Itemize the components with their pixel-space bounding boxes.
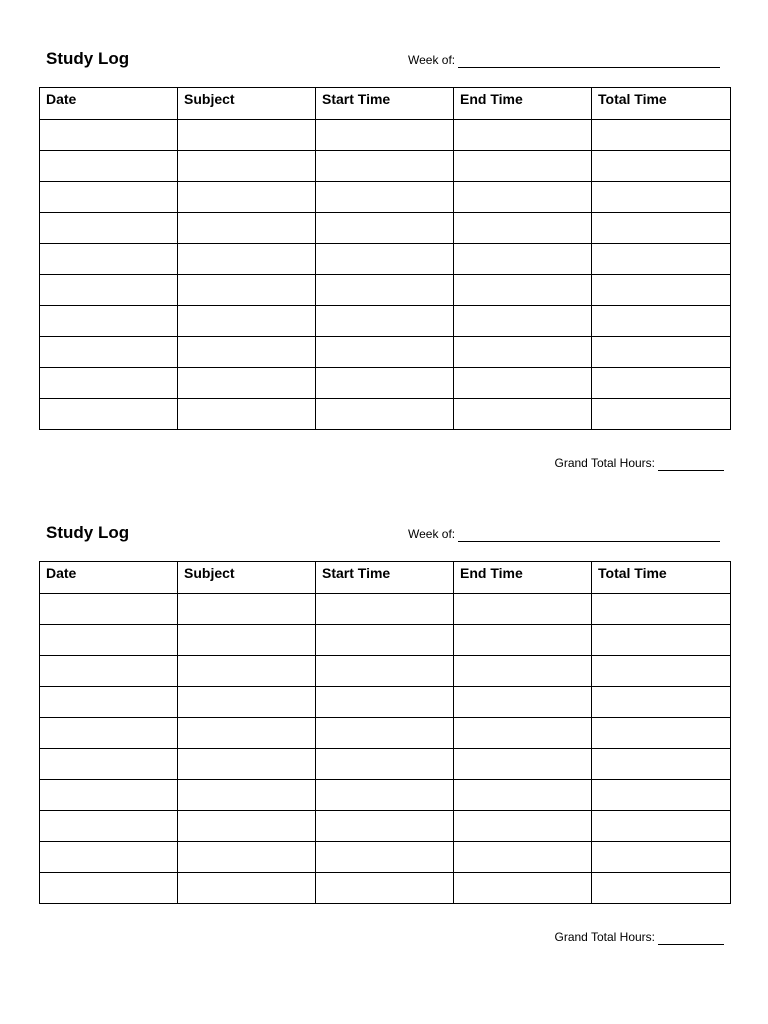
table-body (40, 594, 731, 904)
column-header-start-time: Start Time (316, 88, 454, 120)
table-row (40, 594, 731, 625)
cell-total-time[interactable] (592, 399, 731, 430)
column-header-date: Date (40, 88, 178, 120)
cell-end-time[interactable] (454, 842, 592, 873)
cell-total-time[interactable] (592, 842, 731, 873)
column-header-total-time: Total Time (592, 88, 731, 120)
cell-end-time[interactable] (454, 625, 592, 656)
cell-date[interactable] (40, 873, 178, 904)
table-row (40, 873, 731, 904)
cell-end-time[interactable] (454, 182, 592, 213)
table-row (40, 182, 731, 213)
cell-total-time[interactable] (592, 749, 731, 780)
cell-total-time[interactable] (592, 594, 731, 625)
column-header-subject: Subject (178, 562, 316, 594)
cell-total-time[interactable] (592, 151, 731, 182)
cell-start-time[interactable] (316, 399, 454, 430)
table-row (40, 625, 731, 656)
table-row (40, 749, 731, 780)
cell-start-time[interactable] (316, 873, 454, 904)
cell-end-time[interactable] (454, 368, 592, 399)
cell-subject[interactable] (178, 780, 316, 811)
cell-date[interactable] (40, 213, 178, 244)
grand-total-blank-line[interactable] (658, 458, 724, 471)
cell-subject[interactable] (178, 244, 316, 275)
cell-total-time[interactable] (592, 182, 731, 213)
cell-end-time[interactable] (454, 120, 592, 151)
column-header-start-time: Start Time (316, 562, 454, 594)
cell-subject[interactable] (178, 594, 316, 625)
cell-end-time[interactable] (454, 873, 592, 904)
week-of-label: Week of: (408, 53, 456, 67)
cell-subject[interactable] (178, 368, 316, 399)
cell-end-time[interactable] (454, 337, 592, 368)
cell-start-time[interactable] (316, 842, 454, 873)
table-header-row (40, 562, 731, 594)
column-header-end-time: End Time (454, 88, 592, 120)
cell-start-time[interactable] (316, 151, 454, 182)
cell-subject[interactable] (178, 873, 316, 904)
column-header-subject: Subject (178, 88, 316, 120)
cell-date[interactable] (40, 244, 178, 275)
cell-start-time[interactable] (316, 182, 454, 213)
table-header-row (40, 88, 731, 120)
cell-subject[interactable] (178, 811, 316, 842)
grand-total-blank-line[interactable] (658, 932, 724, 945)
cell-subject[interactable] (178, 718, 316, 749)
cell-total-time[interactable] (592, 687, 731, 718)
cell-subject[interactable] (178, 337, 316, 368)
cell-total-time[interactable] (592, 275, 731, 306)
cell-end-time[interactable] (454, 656, 592, 687)
cell-end-time[interactable] (454, 275, 592, 306)
cell-date[interactable] (40, 811, 178, 842)
cell-total-time[interactable] (592, 625, 731, 656)
cell-subject[interactable] (178, 120, 316, 151)
cell-date[interactable] (40, 656, 178, 687)
cell-date[interactable] (40, 182, 178, 213)
study-log-table (39, 561, 731, 904)
cell-subject[interactable] (178, 687, 316, 718)
table-row (40, 811, 731, 842)
cell-total-time[interactable] (592, 780, 731, 811)
cell-subject[interactable] (178, 842, 316, 873)
cell-date[interactable] (40, 594, 178, 625)
cell-date[interactable] (40, 842, 178, 873)
cell-total-time[interactable] (592, 873, 731, 904)
table-row (40, 780, 731, 811)
column-header-date: Date (40, 562, 178, 594)
cell-start-time[interactable] (316, 306, 454, 337)
cell-start-time[interactable] (316, 780, 454, 811)
table-row (40, 337, 731, 368)
cell-end-time[interactable] (454, 244, 592, 275)
cell-date[interactable] (40, 749, 178, 780)
table-row (40, 306, 731, 337)
grand-total-label: Grand Total Hours: (554, 456, 655, 470)
cell-start-time[interactable] (316, 275, 454, 306)
cell-subject[interactable] (178, 749, 316, 780)
cell-start-time[interactable] (316, 625, 454, 656)
table-row (40, 656, 731, 687)
table-body (40, 120, 731, 430)
cell-date[interactable] (40, 337, 178, 368)
table-row (40, 275, 731, 306)
cell-start-time[interactable] (316, 244, 454, 275)
cell-total-time[interactable] (592, 656, 731, 687)
cell-total-time[interactable] (592, 368, 731, 399)
cell-start-time[interactable] (316, 594, 454, 625)
cell-date[interactable] (40, 399, 178, 430)
cell-start-time[interactable] (316, 368, 454, 399)
cell-end-time[interactable] (454, 594, 592, 625)
cell-date[interactable] (40, 718, 178, 749)
cell-start-time[interactable] (316, 811, 454, 842)
grand-total-field (555, 455, 725, 471)
cell-end-time[interactable] (454, 399, 592, 430)
cell-start-time[interactable] (316, 337, 454, 368)
cell-start-time[interactable] (316, 718, 454, 749)
cell-date[interactable] (40, 275, 178, 306)
table-row (40, 368, 731, 399)
cell-subject[interactable] (178, 625, 316, 656)
cell-subject[interactable] (178, 306, 316, 337)
table-row (40, 151, 731, 182)
cell-start-time[interactable] (316, 687, 454, 718)
column-header-total-time: Total Time (592, 562, 731, 594)
column-header-end-time: End Time (454, 562, 592, 594)
cell-start-time[interactable] (316, 656, 454, 687)
cell-total-time[interactable] (592, 213, 731, 244)
week-of-field (408, 52, 720, 68)
week-of-field (408, 526, 720, 542)
cell-end-time[interactable] (454, 811, 592, 842)
cell-date[interactable] (40, 687, 178, 718)
grand-total-label: Grand Total Hours: (554, 930, 655, 944)
table-row (40, 718, 731, 749)
cell-start-time[interactable] (316, 213, 454, 244)
cell-subject[interactable] (178, 151, 316, 182)
cell-end-time[interactable] (454, 151, 592, 182)
week-of-blank-line[interactable] (458, 529, 720, 542)
cell-start-time[interactable] (316, 120, 454, 151)
cell-start-time[interactable] (316, 749, 454, 780)
log-title: Study Log (46, 49, 130, 68)
cell-date[interactable] (40, 368, 178, 399)
cell-end-time[interactable] (454, 749, 592, 780)
log-title: Study Log (46, 523, 130, 542)
cell-total-time[interactable] (592, 718, 731, 749)
cell-date[interactable] (40, 120, 178, 151)
table-row (40, 213, 731, 244)
cell-end-time[interactable] (454, 306, 592, 337)
cell-date[interactable] (40, 625, 178, 656)
table-row (40, 244, 731, 275)
cell-date[interactable] (40, 780, 178, 811)
cell-subject[interactable] (178, 399, 316, 430)
table-row (40, 399, 731, 430)
grand-total-field (555, 929, 725, 945)
table-row (40, 687, 731, 718)
week-of-label: Week of: (408, 527, 456, 541)
cell-subject[interactable] (178, 275, 316, 306)
cell-end-time[interactable] (454, 687, 592, 718)
cell-end-time[interactable] (454, 213, 592, 244)
table-row (40, 842, 731, 873)
cell-total-time[interactable] (592, 244, 731, 275)
cell-subject[interactable] (178, 182, 316, 213)
study-log-table (39, 87, 731, 430)
cell-total-time[interactable] (592, 811, 731, 842)
cell-total-time[interactable] (592, 337, 731, 368)
cell-end-time[interactable] (454, 780, 592, 811)
table-row (40, 120, 731, 151)
cell-subject[interactable] (178, 656, 316, 687)
cell-total-time[interactable] (592, 120, 731, 151)
cell-date[interactable] (40, 306, 178, 337)
week-of-blank-line[interactable] (458, 55, 720, 68)
cell-end-time[interactable] (454, 718, 592, 749)
cell-date[interactable] (40, 151, 178, 182)
cell-total-time[interactable] (592, 306, 731, 337)
cell-subject[interactable] (178, 213, 316, 244)
